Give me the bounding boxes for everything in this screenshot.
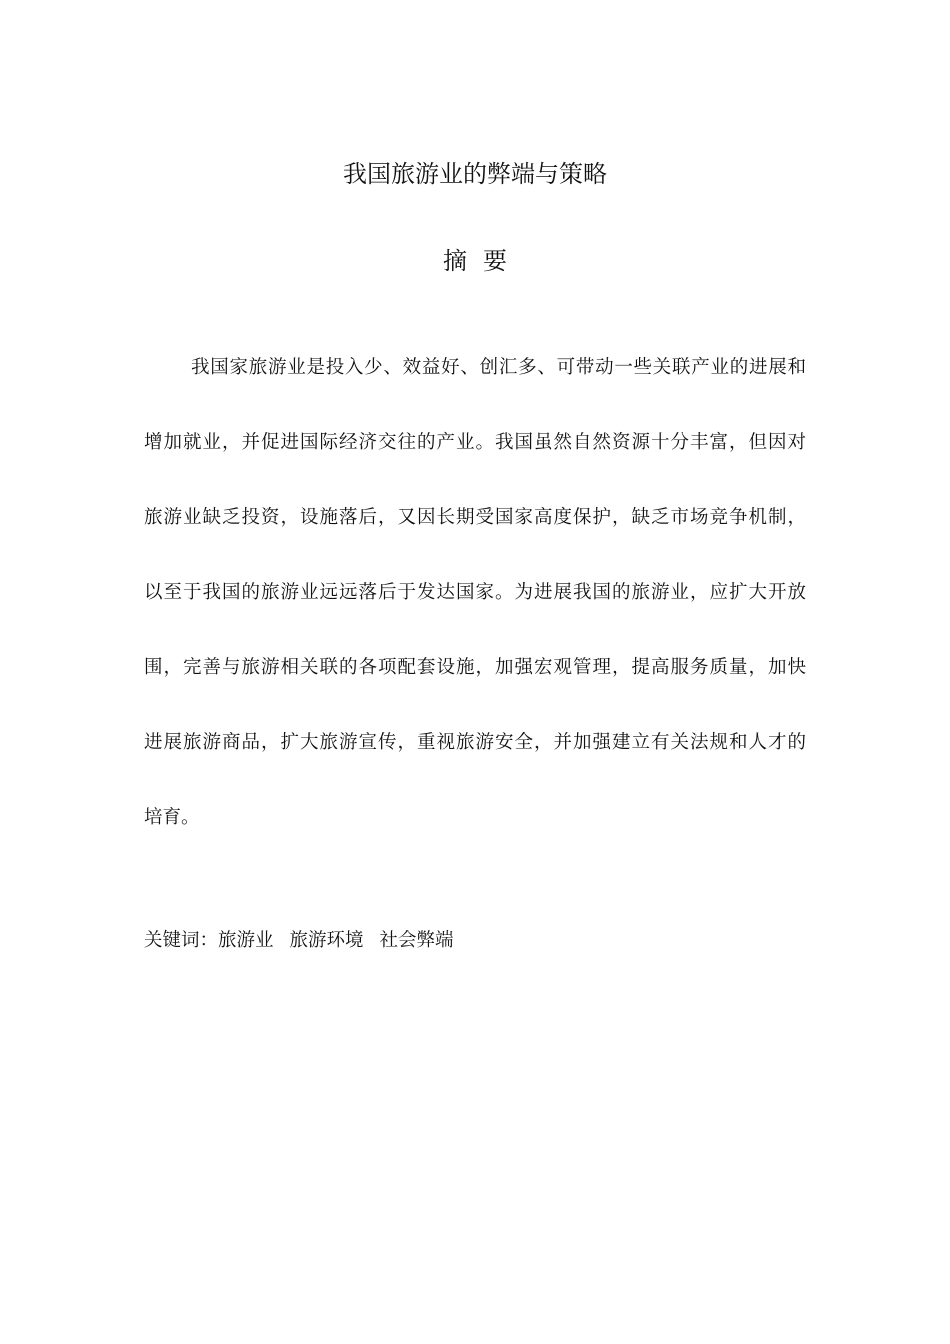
keyword: 旅游环境 (289, 930, 364, 951)
abstract-line: 旅游业缺乏投资，设施落后，又因长期受国家高度保护，缺乏市场竞争机制， (144, 507, 806, 528)
page-title: 我国旅游业的弊端与策略 (343, 160, 607, 188)
abstract-line: 围，完善与旅游相关联的各项配套设施，加强宏观管理，提高服务质量，加快 (144, 657, 806, 678)
abstract-line: 我国家旅游业是投入少、效益好、创汇多、可带动一些关联产业的进展和 (191, 357, 806, 378)
abstract-heading: 摘要 (443, 247, 523, 275)
abstract-line: 增加就业，并促进国际经济交往的产业。我国虽然自然资源十分丰富，但因对 (144, 432, 806, 453)
abstract-line: 以至于我国的旅游业远远落后于发达国家。为进展我国的旅游业，应扩大开放 (144, 582, 806, 603)
abstract-line: 培育。 (144, 807, 200, 828)
keyword: 社会弊端 (379, 930, 454, 951)
abstract-line: 进展旅游商品，扩大旅游宣传，重视旅游安全，并加强建立有关法规和人才的 (144, 732, 806, 753)
abstract-body (144, 330, 806, 855)
keyword: 旅游业 (218, 930, 274, 951)
keywords-label: 关键词： (144, 930, 219, 951)
keywords-line (144, 923, 470, 959)
